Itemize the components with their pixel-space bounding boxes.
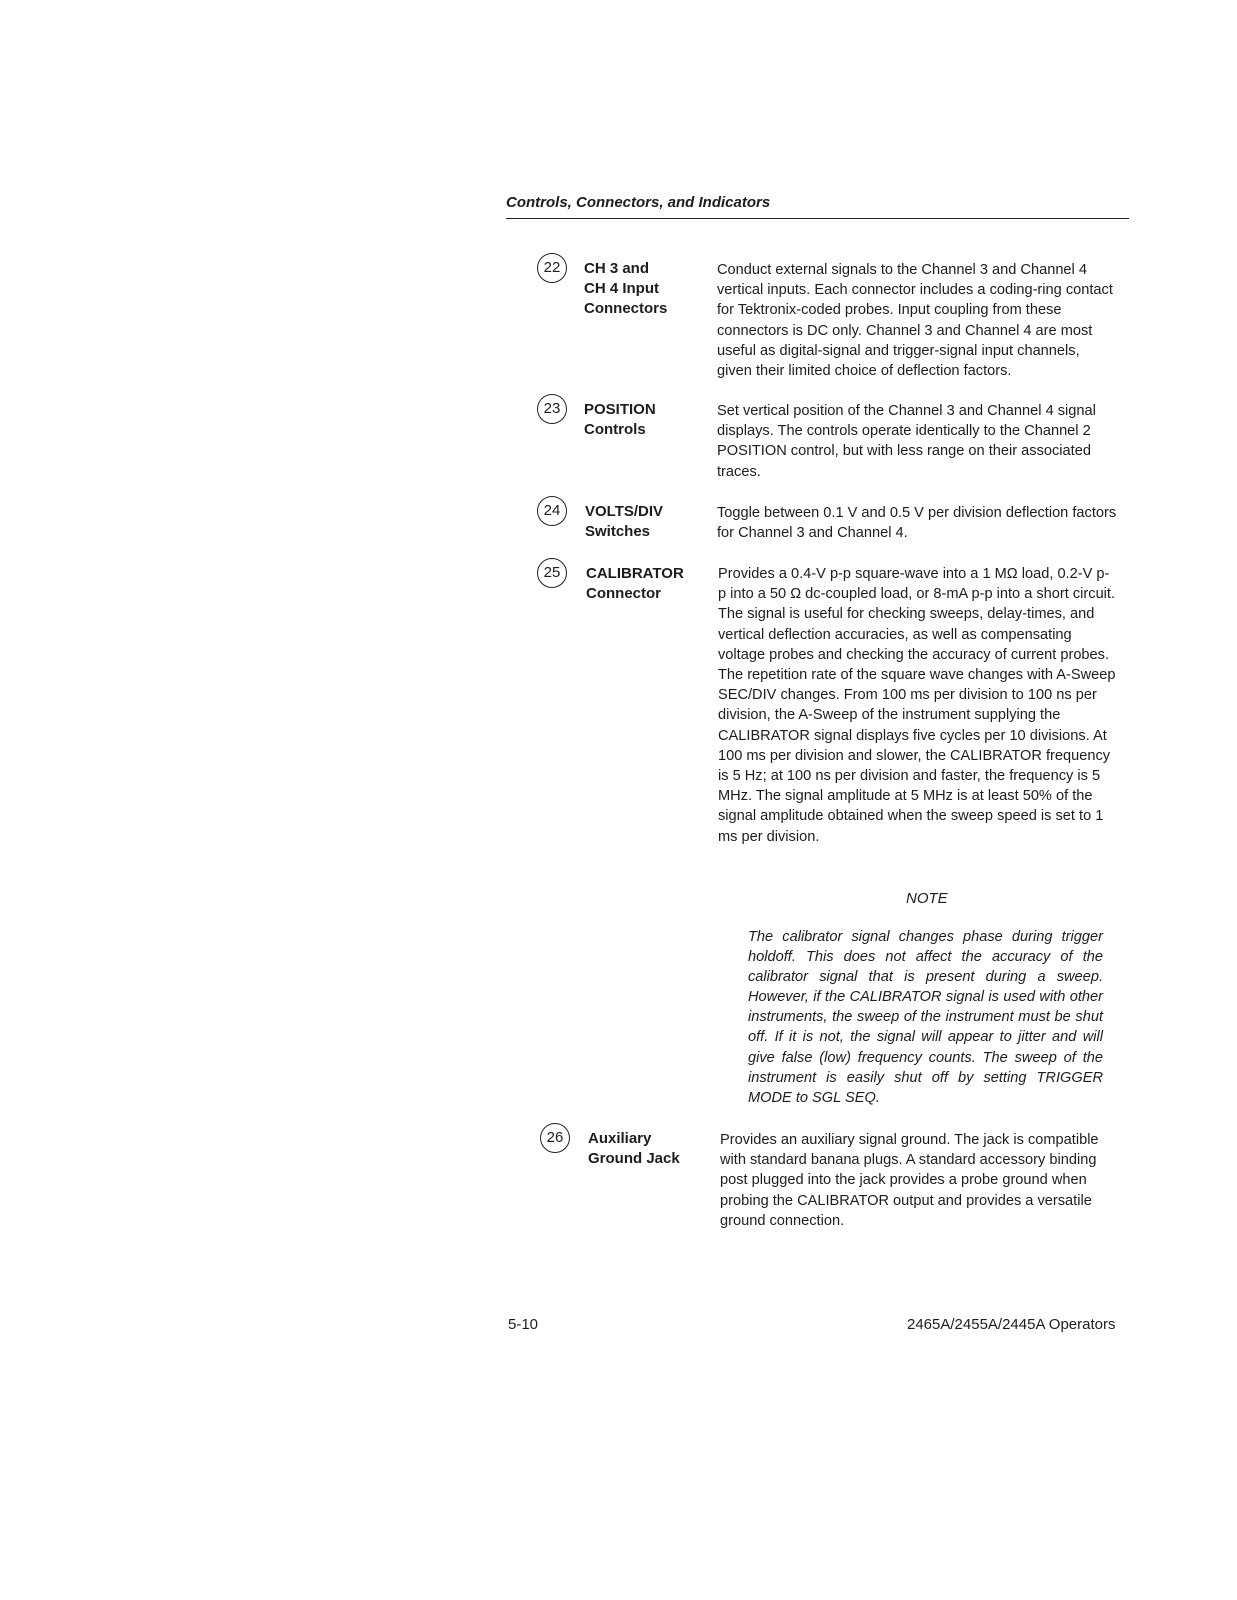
item-number-badge: 23 [537, 394, 567, 424]
manual-title: 2465A/2455A/2445A Operators [907, 1316, 1116, 1333]
item-number-badge: 26 [540, 1123, 570, 1153]
item-label: CALIBRATOR Connector [586, 565, 684, 602]
note-body: The calibrator signal changes phase during trigger holdoff. This does not affect the accuracy of the calibrator signal that is present during a sweep. However, if the CALIBRATOR signal is used with other instruments, the sweep of the instrument must be shut off. If it is not, the signal will appear to jitter and will give false (low) frequency counts. The sweep of the instrument is easily shut off by setting TRIGGER MODE to SGL SEQ. [748, 929, 1103, 1106]
item-number-badge: 24 [537, 496, 567, 526]
item-description: Provides a 0.4-V p-p square-wave into a 1 MΩ load, 0.2-V p-p into a 50 Ω dc-coupled load, or 8-mA p-p into a short circuit. The signal is useful for checking sweeps, delay-times, and vertical deflection accuracies, as well as compensating voltage probes and checking the accuracy of current probes. The repetition rate of the square wave changes with A-Sweep SEC/DIV changes. From 100 ms per division to 100 ns per division, the A-Sweep of the instrument supplying the CALIBRATOR signal displays five cycles per 10 divisions. At 100 ms per division and slower, the CALIBRATOR frequency is 5 Hz; at 100 ns per division and faster, the frequency is 5 MHz. The signal amplitude at 5 MHz is at least 50% of the signal amplitude obtained when the sweep speed is set to 1 ms per division. [718, 566, 1116, 845]
item-label: CH 3 and CH 4 Input Connectors [584, 260, 668, 317]
item-description: Set vertical position of the Channel 3 and Channel 4 signal displays. The controls operate identically to the Channel 2 POSITION control, but with less range on their associated traces. [717, 403, 1096, 480]
page-number: 5-10 [508, 1316, 539, 1333]
item-description: Toggle between 0.1 V and 0.5 V per division deflection factors for Channel 3 and Channel 4. [717, 505, 1117, 542]
item-number-badge: 22 [537, 253, 567, 283]
item-description: Conduct external signals to the Channel 3 and Channel 4 vertical inputs. Each connector includes a coding-ring contact for Tektronix-coded probes. Input coupling from these connectors is DC only. Channel 3 and Channel 4 are most useful as digital-signal and trigger-signal input channels, given their limited choice of deflection factors. [717, 262, 1113, 380]
section-header: Controls, Connectors, and Indicators [506, 194, 771, 211]
note-title: NOTE [906, 890, 948, 907]
item-description: Provides an auxiliary signal ground. The jack is compatible with standard banana plugs. A standard accessory binding post plugged into the jack provides a probe ground when probing the CALIBRATOR output and provides a versatile ground connection. [720, 1132, 1099, 1229]
item-label: Auxiliary Ground Jack [588, 1130, 680, 1167]
item-label: VOLTS/DIV Switches [585, 503, 664, 540]
header-rule [506, 218, 1129, 219]
item-number-badge: 25 [537, 558, 567, 588]
item-label: POSITION Controls [584, 401, 656, 438]
